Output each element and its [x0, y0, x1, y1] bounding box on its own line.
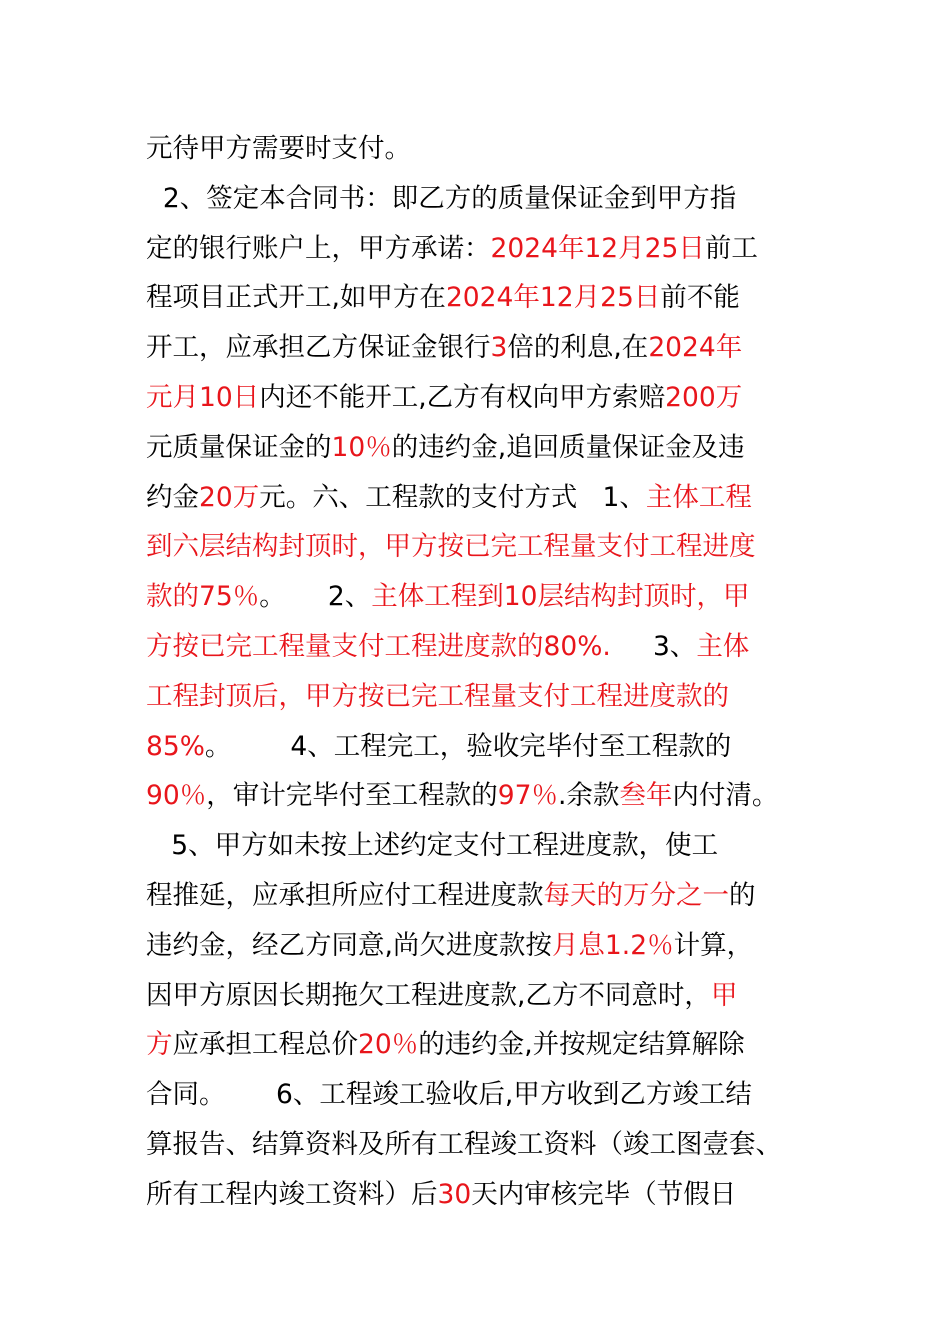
text-line [146, 971, 812, 1021]
body-text: 前工 [704, 232, 758, 264]
body-text: 算报告、结算资料及所有工程竣工资料（竣工图壹套、 [146, 1128, 782, 1160]
highlighted-text: 2024年12月25日 [445, 282, 661, 314]
highlighted-text: 85% [146, 730, 205, 762]
body-text: 倍的利息,在 [507, 332, 649, 364]
highlighted-text: 200万 [665, 381, 743, 413]
text-line [146, 722, 812, 772]
highlighted-text: 元月10日 [146, 381, 260, 413]
text-line [146, 1070, 812, 1120]
body-text: 内付清。 [672, 780, 779, 812]
body-text: 应承担工程总价 [172, 1029, 358, 1061]
body-text: 程项目正式开工,如甲方在 [146, 282, 446, 314]
highlighted-text: 月息1.2％ [551, 929, 674, 961]
text-line [146, 871, 812, 921]
highlighted-text: 10％ [331, 431, 392, 463]
body-text: 2、签定本合同书：即乙方的质量保证金到甲方指 [146, 182, 737, 214]
body-text: 5、甲方如未按上述约定支付工程进度款，使工 [146, 830, 719, 862]
text-line [146, 1120, 812, 1170]
body-text: ，审计完毕付至工程款的 [206, 780, 498, 812]
body-text: 3、 [610, 630, 697, 662]
text-line [146, 224, 812, 274]
body-text: 定的银行账户上，甲方承诺： [146, 232, 491, 264]
body-text: 合同。 6、工程竣工验收后,甲方收到乙方竣工结 [146, 1079, 752, 1111]
highlighted-text: 主体工程 [645, 481, 752, 513]
highlighted-text: 款的75％ [146, 581, 260, 613]
body-text: 前不能 [660, 282, 740, 314]
text-line [146, 124, 812, 174]
highlighted-text: 主体 [696, 630, 750, 662]
document-page [146, 124, 812, 1220]
highlighted-text: 2024年12月25日 [490, 232, 705, 264]
body-text: 开工，应承担乙方保证金银行 [146, 332, 491, 364]
body-text: 。 4、工程完工，验收完毕付至工程款的 [204, 730, 732, 762]
highlighted-text: 每天的万分之一 [543, 879, 729, 911]
highlighted-text: 方 [146, 1029, 173, 1061]
text-line [146, 323, 812, 373]
body-text: 内还不能开工,乙方有权向甲方索赔 [259, 381, 666, 413]
text-line [146, 423, 812, 473]
text-line [146, 672, 812, 722]
body-text: 的违约金,追回质量保证金及违 [391, 431, 745, 463]
body-text: 的 [729, 879, 756, 911]
highlighted-text: 90％ [146, 780, 207, 812]
text-line [146, 821, 812, 871]
text-line [146, 1020, 812, 1070]
highlighted-text: 97％ [497, 780, 558, 812]
body-text: 。 2、 [259, 581, 372, 613]
body-text: 的违约金,并按规定结算解除 [418, 1029, 745, 1061]
body-text: 违约金，经乙方同意,尚欠进度款按 [146, 929, 552, 961]
highlighted-text: 30 [437, 1178, 472, 1210]
text-line [146, 771, 812, 821]
highlighted-text: 20万 [199, 481, 260, 513]
highlighted-text: 3 [490, 332, 508, 364]
highlighted-text: 2024年 [648, 332, 743, 364]
text-line [146, 273, 812, 323]
body-text: 因甲方原因长期拖欠工程进度款,乙方不同意时， [146, 979, 711, 1011]
text-line [146, 522, 812, 572]
highlighted-text: 20％ [358, 1029, 419, 1061]
body-text: 天内审核完毕（节假日 [471, 1178, 737, 1210]
text-line [146, 174, 812, 224]
body-text: 约金 [146, 481, 199, 513]
text-line [146, 622, 812, 672]
body-text: 所有工程内竣工资料）后 [146, 1178, 438, 1210]
highlighted-text: 工程封顶后，甲方按已完工程量支付工程进度款的 [146, 680, 729, 712]
body-text: 元质量保证金的 [146, 431, 332, 463]
highlighted-text: 到六层结构封顶时，甲方按已完工程量支付工程进度 [146, 531, 756, 563]
body-text: 元待甲方需要时支付。 [146, 133, 411, 164]
text-line [146, 572, 812, 622]
highlighted-text: 甲 [710, 979, 738, 1011]
body-text: 计算， [673, 929, 754, 961]
highlighted-text: 主体工程到10层结构封顶时，甲 [371, 581, 750, 613]
highlighted-text: 叁年 [619, 780, 673, 812]
text-line [146, 1170, 812, 1220]
highlighted-text: 方按已完工程量支付工程进度款的80%. [146, 630, 611, 662]
body-text: 元。六、工程款的支付方式 1、 [259, 481, 646, 513]
text-line [146, 921, 812, 971]
body-text: 程推延，应承担所应付工程进度款 [146, 879, 544, 911]
text-line [146, 373, 812, 423]
body-text: .余款 [557, 780, 620, 812]
text-line [146, 473, 812, 523]
